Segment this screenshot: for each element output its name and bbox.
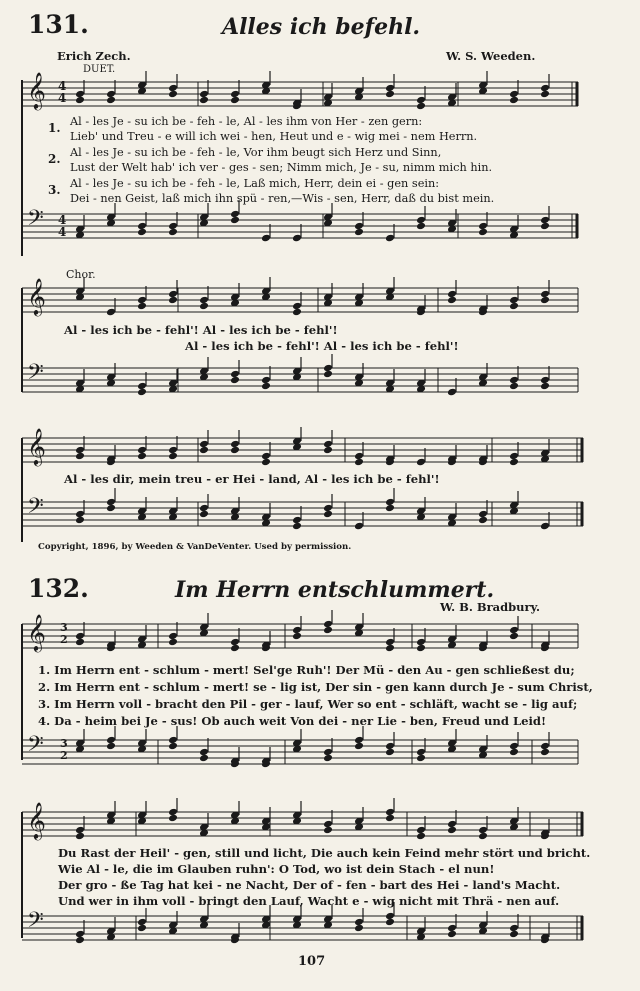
- music-staff: [0, 284, 640, 324]
- verse-2-line-2: Lust der Welt hab' ich ver - ges - sen; Nimm mich, Je - su, nimm mich hin.: [70, 161, 493, 174]
- note-head: [106, 96, 116, 105]
- note-head: [509, 458, 519, 467]
- note-head: [75, 638, 85, 647]
- note-head: [416, 754, 426, 763]
- note-head: [540, 748, 550, 757]
- bass-clef-icon: 𝄢: [27, 908, 44, 938]
- note-group: [75, 610, 550, 652]
- note-head: [168, 90, 178, 99]
- hymn132-verse-4-b: Und wer in ihm voll - bringt den Lauf, Wacht e - wig nicht mit Thrä - nen auf.: [58, 894, 560, 908]
- note-head: [323, 446, 333, 455]
- music-staff: [0, 494, 640, 538]
- note-head: [385, 504, 395, 513]
- note-group: [75, 488, 550, 530]
- hymn132-verse-3-a: 3. Im Herrn voll - bracht den Pil - ger - lauf, Wer so ent - schläft, wacht se - lig auf;: [38, 697, 578, 711]
- note-head: [75, 832, 85, 841]
- note-head: [447, 930, 457, 939]
- note-head: [540, 382, 550, 391]
- hymn-title: Alles ich befehl.: [222, 14, 421, 40]
- note-head: [230, 644, 240, 653]
- note-head: [75, 96, 85, 105]
- note-head: [354, 924, 364, 933]
- note-head: [137, 388, 147, 397]
- note-head: [199, 510, 209, 519]
- note-head: [354, 458, 364, 467]
- verse-1-line-1: Al - les Je - su ich be - feh - le, Al - les ihm von Her - zen gern:: [70, 115, 423, 128]
- note-head: [385, 90, 395, 99]
- note-head: [540, 222, 550, 231]
- bass-clef-icon: 𝄢: [27, 360, 44, 390]
- note-head: [137, 228, 147, 237]
- note-head: [509, 96, 519, 105]
- copyright-notice: Copyright, 1896, by Weeden & VanDeVenter. Used by permission.: [38, 542, 352, 552]
- note-head: [199, 446, 209, 455]
- note-head: [137, 924, 147, 933]
- note-head: [447, 296, 457, 305]
- hymn132-verse-1-a: 1. Im Herrn ent - schlum - mert! Sel'ge Ruh'! Der Mü - den Au - gen schließest du;: [38, 663, 575, 677]
- treble-clef-icon: 𝄞: [27, 427, 46, 465]
- music-staff: [0, 732, 640, 776]
- note-head: [385, 918, 395, 927]
- note-head: [199, 302, 209, 311]
- note-group: [75, 427, 550, 466]
- note-head: [323, 626, 333, 635]
- time-signature: 4 4: [58, 213, 67, 239]
- author-credit: Erich Zech.: [57, 49, 131, 63]
- note-group: [75, 200, 550, 242]
- note-group: [75, 354, 550, 396]
- note-head: [416, 102, 426, 111]
- note-head: [261, 382, 271, 391]
- note-head: [292, 308, 302, 317]
- treble-clef-icon: 𝄞: [27, 71, 46, 109]
- note-group: [75, 277, 550, 316]
- music-staff: [0, 908, 640, 952]
- hymn-number: 132.: [28, 574, 89, 603]
- note-head: [75, 936, 85, 945]
- music-staff: [0, 434, 640, 474]
- note-head: [385, 644, 395, 653]
- note-head: [168, 814, 178, 823]
- note-head: [509, 302, 519, 311]
- hymn132-verse-2-b: Wie Al - le, die im Glauben ruhn': O Tod, wo ist dein Stach - el nun!: [58, 862, 495, 876]
- time-signature: 3 2: [60, 737, 68, 762]
- note-head: [540, 296, 550, 305]
- verse-1-line-2: Lieb' und Treu - e will ich wei - hen, Heut und e - wig mei - nem Herrn.: [70, 130, 478, 143]
- note-head: [199, 754, 209, 763]
- note-head: [478, 832, 488, 841]
- note-head: [106, 504, 116, 513]
- hymn132-verse-2-a: 2. Im Herrn ent - schlum - mert! se - lig ist, Der sin - gen kann durch Je - sum Christ,: [38, 680, 593, 694]
- note-head: [137, 302, 147, 311]
- note-head: [323, 826, 333, 835]
- note-head: [230, 216, 240, 225]
- note-head: [416, 832, 426, 841]
- hymn132-verse-4-a: 4. Da - heim bei Je - sus! Ob auch weit Von dei - ner Lie - ben, Freud und Leid!: [38, 714, 547, 728]
- chorus-line-1-upper: Al - les ich be - fehl'! Al - les ich be - fehl'!: [64, 323, 338, 337]
- treble-clef-icon: 𝄞: [27, 801, 46, 839]
- note-head: [509, 632, 519, 641]
- music-staff: [0, 808, 640, 848]
- hymn132-verse-1-b: Du Rast der Heil' - gen, still und licht, Die auch kein Feind mehr stört und bricht.: [58, 846, 591, 860]
- note-head: [230, 376, 240, 385]
- note-head: [478, 228, 488, 237]
- note-head: [509, 930, 519, 939]
- note-head: [354, 228, 364, 237]
- note-head: [230, 446, 240, 455]
- note-group: [75, 71, 550, 110]
- chorus-line-2: Al - les dir, mein treu - er Hei - land, Al - les ich be - fehl'!: [64, 472, 440, 486]
- composer-credit: W. S. Weeden.: [446, 49, 536, 63]
- note-head: [199, 96, 209, 105]
- chorus-line-1-lower: Al - les ich be - fehl'! Al - les ich be - fehl'!: [185, 339, 459, 353]
- note-head: [323, 370, 333, 379]
- music-staff: [0, 206, 640, 250]
- note-head: [292, 522, 302, 531]
- bass-clef-icon: 𝄢: [27, 494, 44, 524]
- note-head: [540, 90, 550, 99]
- note-head: [168, 452, 178, 461]
- note-head: [416, 222, 426, 231]
- note-group: [75, 902, 550, 944]
- hymn-number: 131.: [28, 10, 89, 39]
- note-head: [385, 814, 395, 823]
- note-head: [230, 96, 240, 105]
- note-group: [75, 726, 550, 768]
- verse-2-line-1: Al - les Je - su ich be - feh - le, Vor ihm beugt sich Herz und Sinn,: [70, 146, 442, 159]
- note-head: [478, 516, 488, 525]
- music-staff: [0, 78, 640, 118]
- hymn132-verse-3-b: Der gro - ße Tag hat kei - ne Nacht, Der of - fen - bart des Hei - land's Macht.: [58, 878, 561, 892]
- treble-clef-icon: 𝄞: [27, 613, 46, 651]
- duet-label: DUET.: [83, 64, 116, 75]
- note-head: [168, 228, 178, 237]
- composer-credit: W. B. Bradbury.: [440, 600, 540, 614]
- note-group: [75, 798, 550, 840]
- verse-3-number: 3.: [48, 183, 61, 197]
- verse-2-number: 2.: [48, 152, 61, 166]
- note-head: [168, 296, 178, 305]
- note-head: [416, 644, 426, 653]
- verse-3-line-1: Al - les Je - su ich be - feh - le, Laß mich, Herr, dein ei - gen sein:: [70, 177, 440, 190]
- note-head: [75, 452, 85, 461]
- hymn-title: Im Herrn entschlummert.: [175, 577, 495, 603]
- page-number: 107: [298, 954, 326, 969]
- note-head: [509, 382, 519, 391]
- treble-clef-icon: 𝄞: [27, 277, 46, 315]
- note-head: [509, 748, 519, 757]
- note-head: [354, 742, 364, 751]
- verse-1-number: 1.: [48, 121, 61, 135]
- bass-clef-icon: 𝄢: [27, 732, 44, 762]
- music-staff: [0, 360, 640, 404]
- bass-clef-icon: 𝄢: [27, 206, 44, 236]
- note-head: [323, 510, 333, 519]
- note-head: [106, 742, 116, 751]
- chorus-label: Chor.: [66, 268, 96, 281]
- note-head: [168, 742, 178, 751]
- time-signature: 3 2: [60, 621, 68, 646]
- note-head: [137, 452, 147, 461]
- music-staff: [0, 620, 640, 660]
- note-head: [385, 748, 395, 757]
- note-head: [261, 458, 271, 467]
- note-head: [292, 632, 302, 641]
- note-head: [168, 638, 178, 647]
- verse-3-line-2: Dei - nen Geist, laß mich ihn spü - ren,—Wis - sen, Herr, daß du bist mein.: [70, 192, 495, 205]
- time-signature: 4 4: [58, 79, 67, 105]
- note-head: [75, 516, 85, 525]
- note-head: [323, 754, 333, 763]
- note-head: [447, 826, 457, 835]
